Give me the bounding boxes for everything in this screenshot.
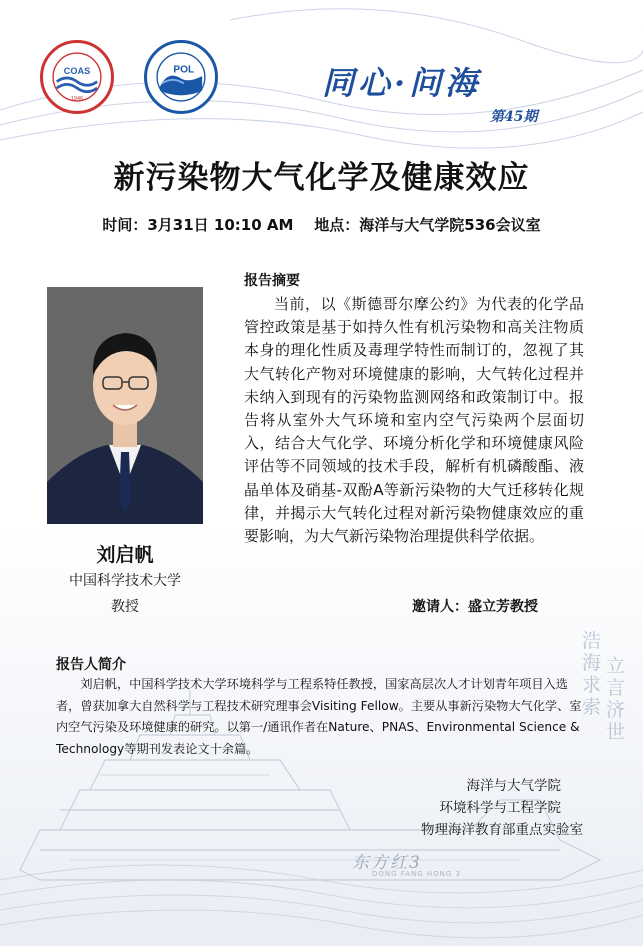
calligraphy-motto-2: 立言济世 — [606, 655, 626, 743]
bio-text: 刘启帆，中国科学技术大学环境科学与工程系特任教授，国家高层次人才计划青年项目入选者，曾获加拿大自然科学与工程技术研究理事会Visiting Fellow。主要从事新污染物大气化学、室内空气污染及环境健康的研究。以第一/通讯作者在Nature、PNAS、Environmental Science & Technology等期刊发表论文十余篇。 — [56, 677, 582, 756]
organizer-2: 环境科学与工程学院 — [439, 800, 561, 816]
calligraphy-motto-1: 浩海求索 — [582, 630, 602, 718]
speaker-institution: 中国科学技术大学 — [69, 573, 181, 589]
organizer-1: 海洋与大气学院 — [466, 778, 561, 794]
speaker-name: 刘启帆 — [96, 544, 154, 566]
coas-logo — [40, 40, 114, 114]
svg-text:1946: 1946 — [70, 95, 84, 102]
ship-name: 东方红3 — [352, 853, 422, 873]
pol-logo — [144, 40, 218, 114]
abstract-text: 当前，以《斯德哥尔摩公约》为代表的化学品管控政策是基于如持久性有机污染物和高关注物质本身的理化性质及毒理学特性而制订的，忽视了其大气转化产物对环境健康的影响，大气转化过程并未纳入到现有的污染物监测网络和政策制订中。报告将从室外大气环境和室内空气污染两个层面切入，结合大气化学、环境分析化学和环境健康风险评估等不同领域的技术手段，解析有机磷酸酯、液晶单体及硝基-双酚A等新污染物的大气迁移转化规律，并揭示大气转化过程对新污染物健康效应的重要影响，为大气新污染物治理提供科学依据。 — [244, 295, 584, 546]
bio-heading: 报告人简介 — [56, 657, 126, 673]
pol-logo-text: POL — [173, 64, 195, 76]
organizer-3: 物理海洋教育部重点实验室 — [421, 822, 583, 838]
lecture-title: 新污染物大气化学及健康效应 — [113, 160, 530, 196]
coas-logo-text: COAS — [63, 66, 91, 77]
issue-number: 第45期 — [490, 109, 538, 125]
series-slogan: 同心·问海 — [322, 64, 482, 102]
abstract-heading: 报告摘要 — [244, 273, 300, 289]
ship-pinyin: DONG FANG HONG 3 — [372, 870, 461, 878]
inviter: 邀请人：盛立芳教授 — [412, 599, 538, 615]
speaker-position: 教授 — [111, 599, 139, 615]
speaker-photo — [47, 287, 203, 524]
event-time-location: 时间：3月31日 10:10 AM 地点：海洋与大气学院536会议室 — [102, 216, 541, 234]
